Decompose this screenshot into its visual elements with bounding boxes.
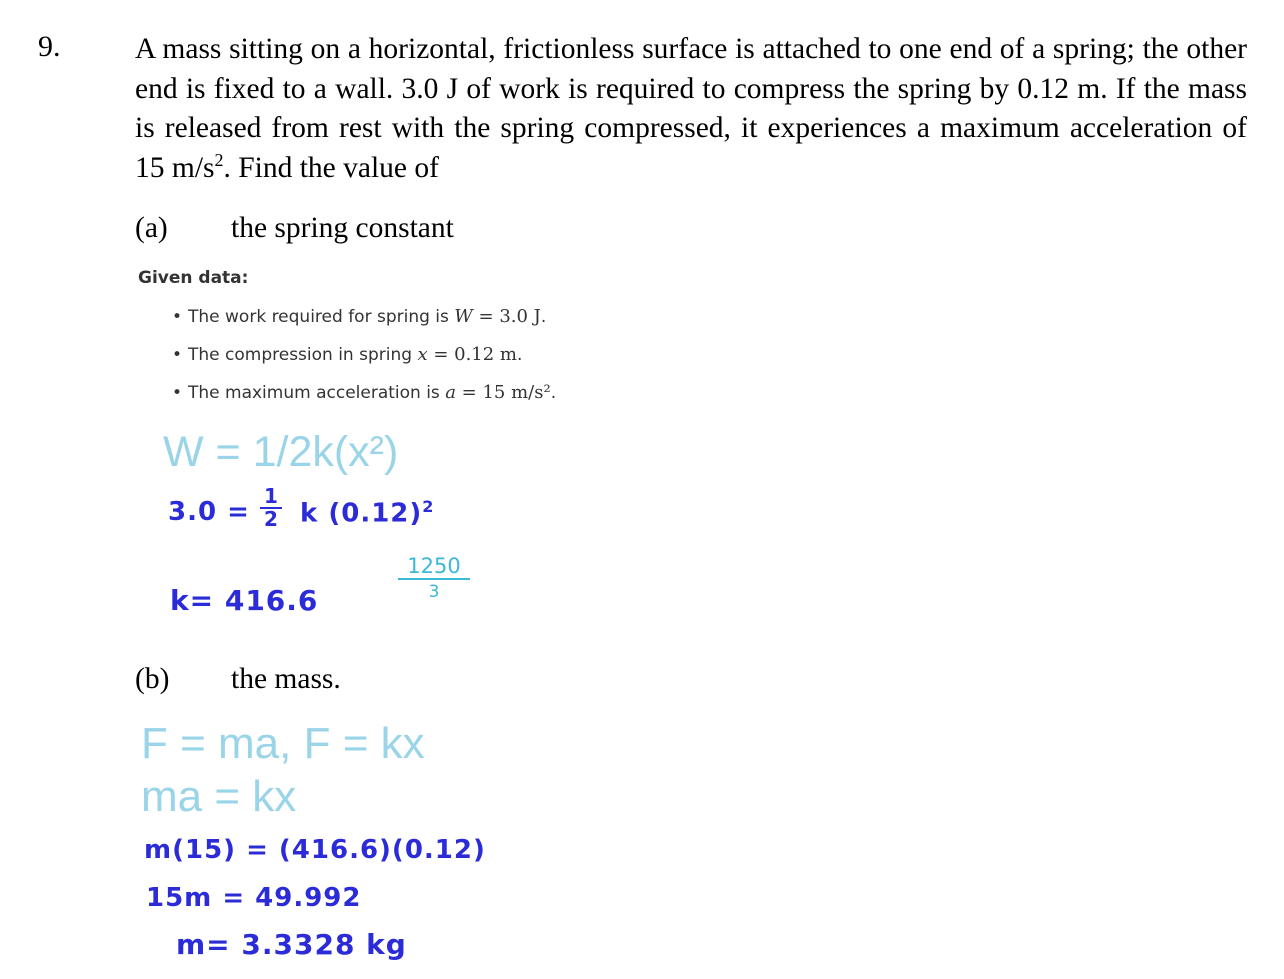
given-item-work: • The work required for spring is W = 3.0 J.	[172, 304, 556, 342]
part-b-label: (b)	[135, 663, 170, 695]
work-a-half-fraction: 1 2	[258, 486, 284, 529]
given-item-acceleration: • The maximum acceleration is a = 15 m/s².	[172, 380, 556, 418]
work-a-formula: W = 1/2k(x²)	[163, 428, 399, 476]
work-a-substitution-left: 3.0 =	[168, 497, 250, 527]
part-b-text: the mass.	[231, 663, 341, 695]
part-a-label: (a)	[135, 212, 168, 244]
given-item-compression: • The compression in spring x = 0.12 m.	[172, 342, 556, 380]
question-stem: A mass sitting on a horizontal, frictionless surface is attached to one end of a spring; the other end is fixed to a wall. 3.0 J of work is required to compress the spring by 0.12 m. If the mass is released from rest with the spring compressed, it experiences a maximum acceleration of 15 $m/s^2$. Find the value of	[135, 33, 1247, 184]
work-a-exact-fraction: 1250 3	[398, 555, 470, 603]
question-number: 9.	[38, 30, 61, 63]
given-data-list	[172, 304, 556, 418]
work-b-line-3: m(15) = (416.6)(0.12)	[144, 835, 486, 865]
work-b-line-5: m= 3.3328 kg	[176, 928, 407, 961]
work-a-substitution-right: k $(0.12)^2$	[300, 497, 435, 529]
given-data-title: Given data:	[138, 268, 249, 288]
work-a-result: k= 416.6	[170, 584, 319, 617]
part-a-text: the spring constant	[231, 212, 454, 244]
work-b-line-1: F = ma, F = kx	[141, 719, 425, 768]
work-b-line-2: ma = kx	[141, 772, 297, 821]
work-b-line-4: 15m = 49.992	[146, 883, 362, 913]
